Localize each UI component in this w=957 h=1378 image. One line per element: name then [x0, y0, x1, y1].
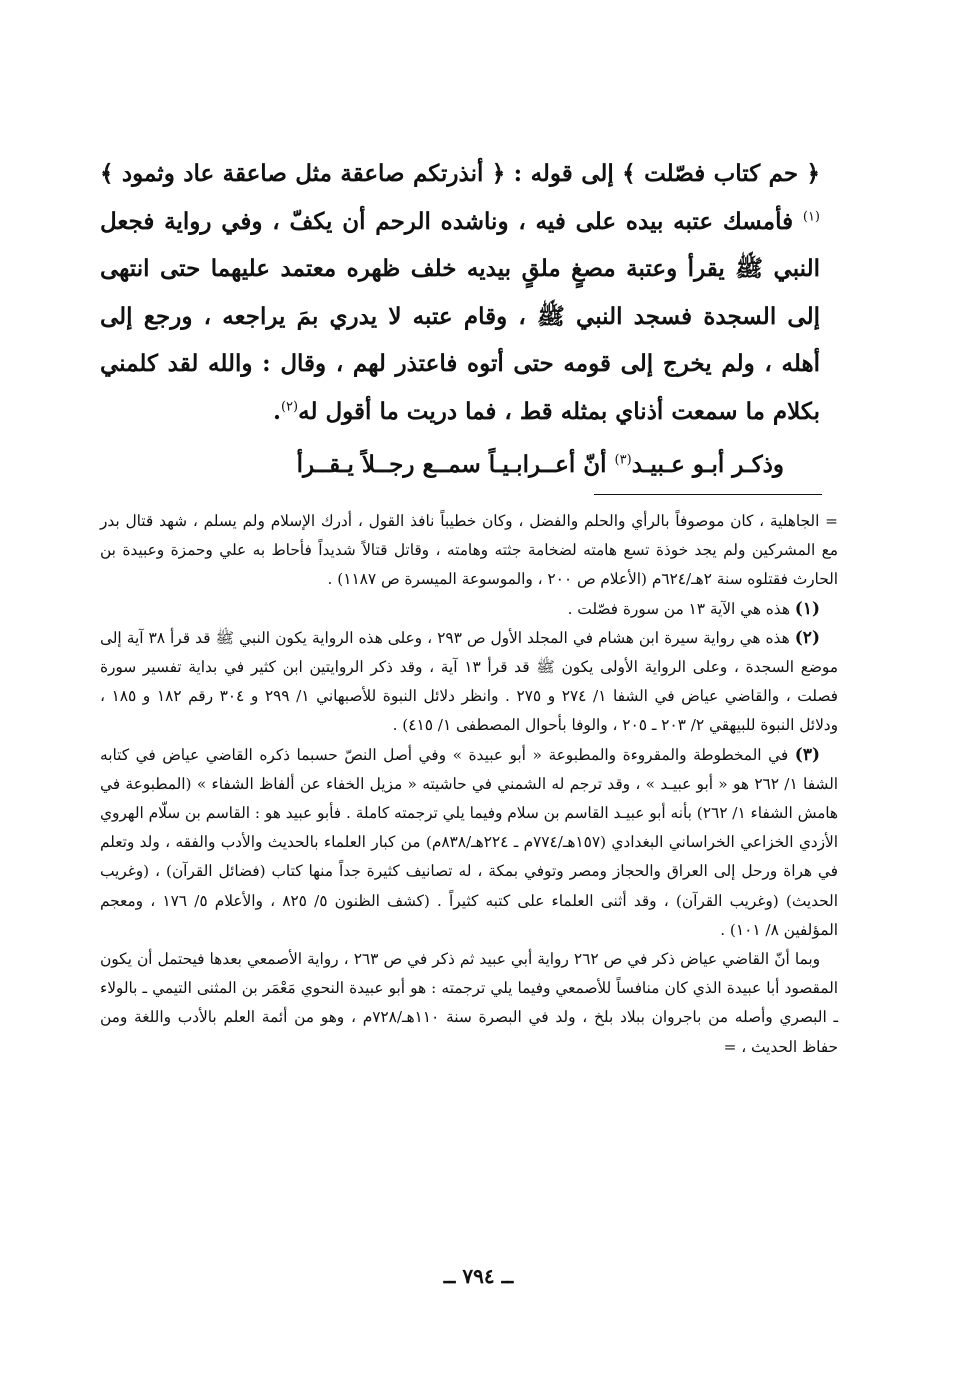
- footnote-1-number: (١): [794, 598, 820, 619]
- footnote-3-extra: وبما أنّ القاضي عياض ذكر في ص ٢٦٢ رواية أبي عبيد ثم ذكر في ص ٢٦٣ ، رواية الأصمعي بعدها فيحتمل أن يكون المقصود أبا عبيدة الذي كان منافساً للأصمعي وفيما يلي ترجمته : هو أبو عبيدة النحوي مَعْمَر بن المثنى التيمي ـ بالولاء ـ البصري وأصله من باجروان ببلاد بلخ ، ولد في البصرة سنة ١١٠هـ/٧٢٨م ، وهو من أئمة العلم بالأدب واللغة ومن حفاظ الحديث ، =: [100, 950, 838, 1056]
- footnote-continuation: = الجاهلية ، كان موصوفاً بالرأي والحلم والفضل ، وكان خطيباً نافذ القول ، أدرك الإسلام ولم يسلم ، شهد قتال بدر مع المشركين ولم يجد خوذة تسع هامته لضخامة جثته وهامته ، وقاتل قتالاً شديداً فأحاط به علي وحمزة وعبيدة بن الحارث فقتلوه سنة ٢هـ/٦٢٤م (الأعلام ص ٢٠٠ ، والموسوعة الميسرة ص ١١٨٧) .: [100, 512, 838, 589]
- main-paragraph-2: [100, 441, 820, 489]
- footnote-3-number: (٣): [794, 744, 820, 765]
- main-paragraph-1: [100, 150, 820, 435]
- narrative-text: فأمسك عتبه بيده على فيه ، وناشده الرحم أن يكفّ ، وفي رواية فجعل النبي ﷺ يقرأ وعتبة مصغٍ ملقٍ بيديه خلف ظهره معتمد عليهما حتى انتهى إلى السجدة فسجد النبي ﷺ ، وقام عتبه لا يدري بمَ يراجعه ، ورجع إلى أهله ، ولم يخرج إلى قومه حتى أتوه فاعتذر لهم ، وقال : والله لقد كلمني بكلام ما سمعت أذناي بمثله قط ، فما دريت ما أقول له: [100, 207, 820, 425]
- quran-quote: ﴿ حم كتاب فصّلت ﴾ إلى قوله : ﴿ أنذرتكم صاعقة مثل صاعقة عاد وثمود ﴾: [100, 160, 820, 187]
- main-text: [100, 150, 820, 489]
- footnote-2-number: (٢): [794, 627, 820, 648]
- narrative-text-2: أنّ أعــرابـيـاً سمــع رجــلاً يـقــرأ: [296, 451, 615, 478]
- footnote-ref-3: (٣): [614, 452, 632, 468]
- footnote-ref-1: (١): [802, 208, 820, 224]
- narrative-text-2-start: وذكـر أبـو عـبيـد: [631, 451, 784, 478]
- paragraph-end: .: [272, 397, 281, 425]
- footnote-3-text: في المخطوطة والمقروءة والمطبوعة « أبو عبيدة » وفي أصل النصّ حسبما ذكره القاضي عياض في كتابه الشفا ١/ ٢٦٢ هو « أبو عبيـد » ، وقد ترجم له الشمني في حاشيته « مزيل الخفاء عن ألفاظ الشفاء » (المطبوعة في هامش الشفاء ١/ ٢٦٢) بأنه أبو عبيـد القاسم بن سلام وفيما يلي ترجمته كاملة . فأبو عبيد هو : القاسم بن سلّام الهروي الأزدي الخزاعي الخراساني البغدادي (١٥٧هـ/٧٧٤م ـ ٢٢٤هـ/٨٣٨م) من كبار العلماء بالحديث والأدب والفقه ، ولد وتعلم في هراة ورحل إلى العراق والحجاز ومصر وتوفي بمكة ، له تصانيف كثيرة جداً منها كتاب (فضائل القرآن) ، (وغريب الحديث) (وغريب القرآن) ، وقد أثنى العلماء على كتبه كثيراً . (كشف الظنون ٥/ ٨٢٥ ، والأعلام ٥/ ١٧٦ ، ومعجم المؤلفين ٨/ ١٠١) .: [100, 745, 838, 939]
- footnote-separator: [594, 494, 822, 495]
- footnote-1-text: هذه هي الآية ١٣ من سورة فصّلت .: [567, 599, 795, 618]
- footnotes-section: [100, 507, 838, 1062]
- footnote-ref-2: (٢): [280, 398, 299, 414]
- footnote-2-text: هذه هي رواية سيرة ابن هشام في المجلد الأول ص ٢٩٣ ، وعلى هذه الرواية يكون النبي ﷺ قد قرأ ٣٨ آية إلى موضع السجدة ، وعلى الرواية الأولى يكون ﷺ قد قرأ ١٣ آية ، وقد ذكر الروايتين ابن كثير في بداية تفسير سورة فصلت ، والقاضي عياض في الشفا ١/ ٢٧٤ و ٢٧٥ . وانظر دلائل النبوة للأصبهاني ١/ ٢٩٩ و ٣٠٤ رقم ١٨٢ و ١٨٥ ، ودلائل النبوة للبيهقي ٢/ ٢٠٣ ـ ٢٠٥ ، والوفا بأحوال المصطفى ١/ ٤١٥) .: [100, 628, 838, 735]
- page-number: ــ ٧٩٤ ــ: [443, 1264, 514, 1288]
- footnote-3: [100, 741, 838, 945]
- footnote-2: [100, 624, 838, 741]
- footnote-1: [100, 595, 838, 624]
